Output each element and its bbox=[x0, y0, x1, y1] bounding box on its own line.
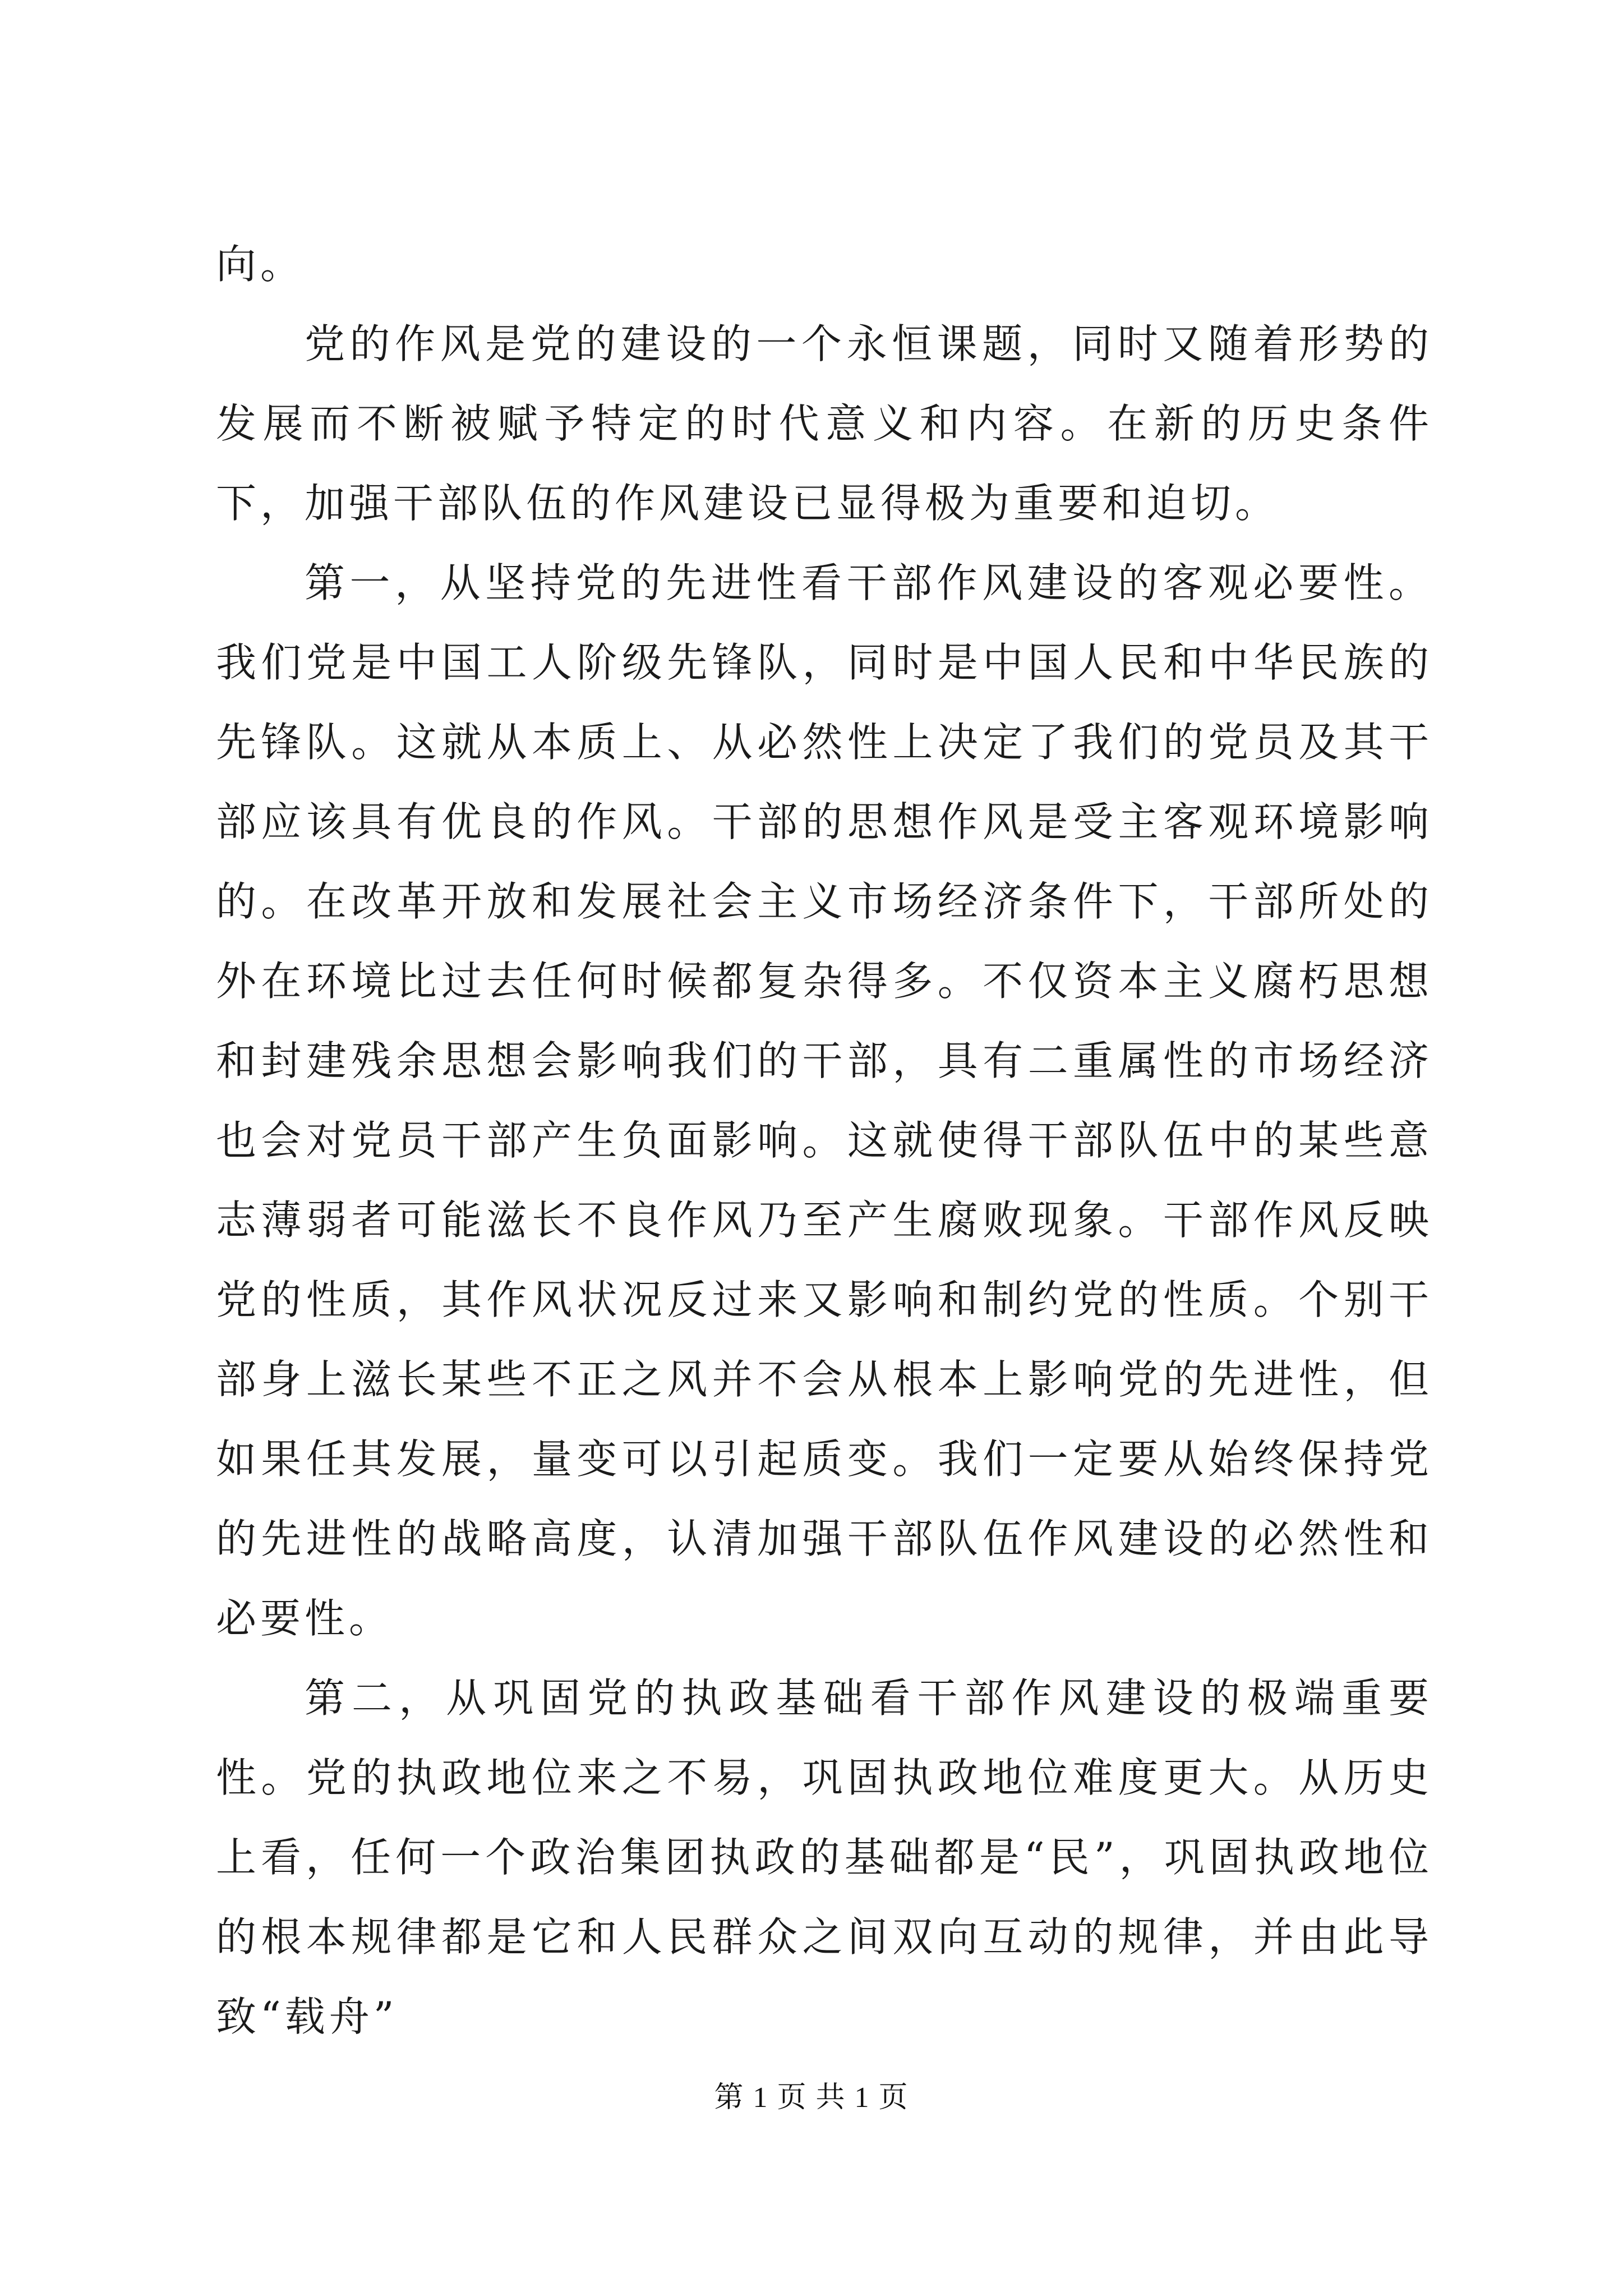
paragraph-continuation: 向。 bbox=[216, 241, 305, 288]
paragraph-second-point: 第二，从巩固党的执政基础看干部作风建设的极端重要性。党的执政地位来之不易，巩固执政地位难度更大。从历史上看，任何一个政治集团执政的基础都是“民”，巩固执政地位的根本规律都是它和人民群众之间双向互动的规律，并由此导致“载舟” bbox=[216, 1674, 1433, 2040]
paragraph-first-point: 第一，从坚持党的先进性看干部作风建设的客观必要性。我们党是中国工人阶级先锋队，同时是中国人民和中华民族的先锋队。这就从本质上、从必然性上决定了我们的党员及其干部应该具有优良的作风。干部的思想作风是受主客观环境影响的。在改革开放和发展社会主义市场经济条件下，干部所处的外在环境比过去任何时候都复杂得多。不仅资本主义腐朽思想和封建残余思想会影响我们的干部，具有二重属性的市场经济也会对党员干部产生负面影响。这就使得干部队伍中的某些意志薄弱者可能滋长不良作风乃至产生腐败现象。干部作风反映党的性质，其作风状况反过来又影响和制约党的性质。个别干部身上滋长某些不正之风并不会从根本上影响党的先进性，但如果任其发展，量变可以引起质变。我们一定要从始终保持党的先进性的战略高度，认清加强干部队伍作风建设的必然性和必要性。 bbox=[216, 559, 1433, 1642]
paragraph-intro: 党的作风是党的建设的一个永恒课题，同时又随着形势的发展而不断被赋予特定的时代意义和内容。在新的历史条件下，加强干部队伍的作风建设已显得极为重要和迫切。 bbox=[216, 320, 1433, 527]
document-body bbox=[216, 224, 1433, 2056]
page-footer: 第 1 页 共 1 页 bbox=[714, 2082, 909, 2114]
